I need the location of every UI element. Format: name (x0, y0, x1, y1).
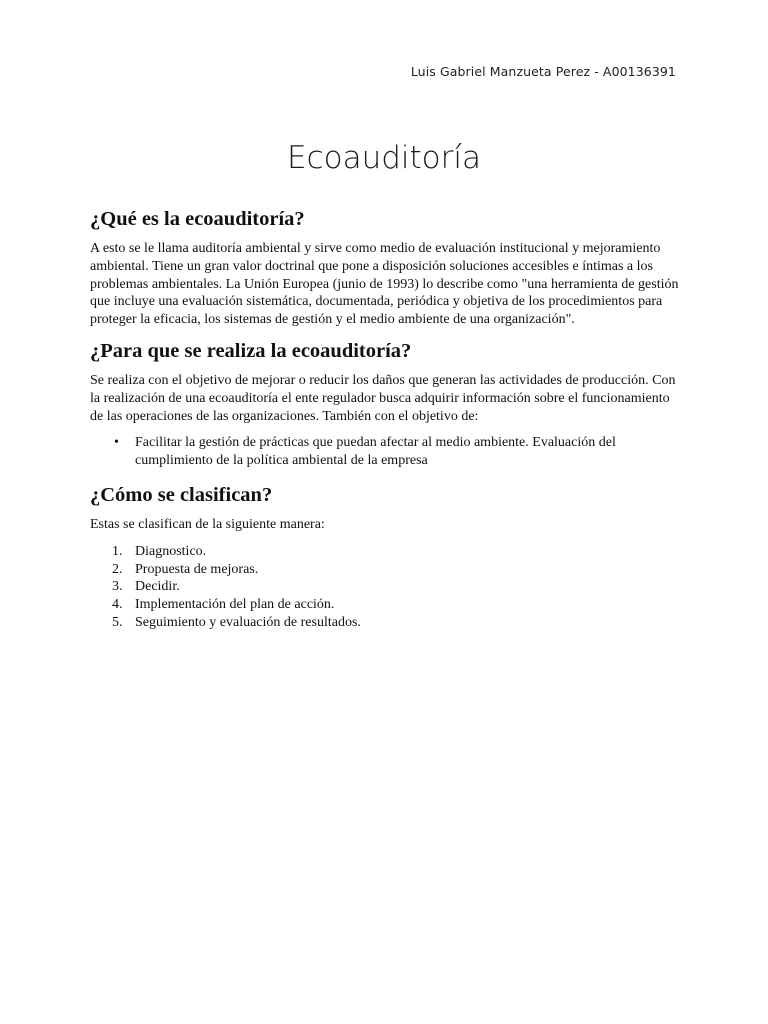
section-what-is (90, 206, 682, 329)
bullet-text: Facilitar la gestión de prácticas que puedan afectar al medio ambiente. Evaluación del cumplimiento de la política ambiental de la empresa (135, 435, 616, 469)
section-classification (90, 482, 682, 632)
author-header: Luis Gabriel Manzueta Perez - A00136391 (410, 64, 676, 79)
document-title: Ecoauditoría (286, 140, 481, 176)
section-purpose (90, 338, 682, 470)
section-heading-classification: ¿Cómo se clasifican? (90, 483, 273, 506)
list-number: 4. (112, 597, 123, 613)
document-body (90, 206, 682, 632)
list-number: 2. (112, 561, 123, 577)
list-text: Seguimiento y evaluación de resultados. (135, 614, 361, 630)
list-text: Implementación del plan de acción. (135, 597, 335, 613)
list-number: 3. (112, 579, 123, 595)
list-item (90, 614, 682, 632)
list-item (90, 561, 682, 579)
list-number: 1. (112, 543, 123, 559)
section-paragraph-classification: Estas se clasifican de la siguiente manera: (90, 516, 325, 532)
bullet-list (90, 434, 682, 470)
list-item (90, 596, 682, 614)
list-text: Diagnostico. (135, 543, 207, 559)
list-item (90, 543, 682, 561)
bullet-icon: • (114, 435, 119, 451)
list-text: Decidir. (135, 579, 180, 595)
list-item (90, 434, 682, 470)
section-heading-what-is: ¿Qué es la ecoauditoría? (90, 208, 305, 230)
section-paragraph-purpose: Se realiza con el objetivo de mejorar o reducir los daños que generan las actividades de producción. Con la realización de una ecoauditoría el ente regulador busca adquirir información sobre el funcionamiento de las operaciones de las organizaciones. También con el objetivo de: (90, 372, 676, 424)
list-number: 5. (112, 614, 123, 630)
section-heading-purpose: ¿Para que se realiza la ecoauditoría? (90, 339, 412, 362)
list-text: Propuesta de mejoras. (135, 561, 259, 577)
section-paragraph-what-is: A esto se le llama auditoría ambiental y sirve como medio de evaluación institucional y mejoramiento ambiental. Tiene un gran valor doctrinal que pone a disposición soluciones accesibles e íntimas a los problemas ambientales. La Unión Europea (junio de 1993) lo describe como "una herramienta de gestión que incluye una evaluación sistemática, documentada, periódica y objetiva de los procedimientos para proteger la eficacia, los sistemas de gestión y el medio ambiente de una organización". (90, 241, 679, 328)
numbered-list (90, 543, 682, 632)
list-item (90, 578, 682, 596)
